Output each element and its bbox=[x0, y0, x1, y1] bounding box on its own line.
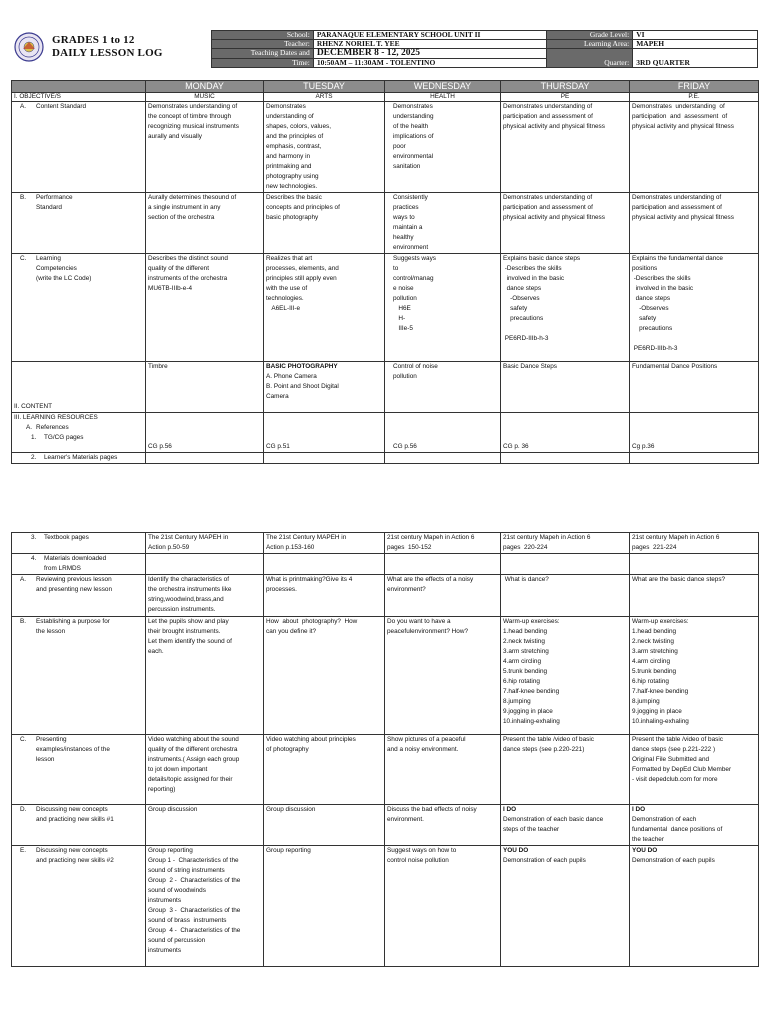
cell-friday: Demonstration of each fundamental dance positions of the teacher bbox=[632, 816, 723, 843]
teacher-value: RHENZ NORIEL T. YEE bbox=[313, 40, 547, 49]
cell-tuesday: Demonstrates understanding of shapes, colors, values, and the principles of emphasis, contrast, and harmony in printmaking and photography using new technologies. bbox=[264, 102, 385, 193]
cell-monday: Group reporting Group 1 - Characteristics of the sound of string instruments Group 2 - Characteristics of the sound of woodwinds instruments Group 3 - Characteristics of the sound of brass instruments Group 4 - Characteristics of the sound of percussion instruments bbox=[146, 846, 264, 967]
row-label: Content Standard bbox=[36, 103, 87, 110]
cell-monday: Identify the characteristics of the orchestra instruments like string,woodwind,brass,and percussion instruments. bbox=[146, 575, 264, 617]
row-num: D. bbox=[20, 806, 27, 813]
school-label: School: bbox=[212, 31, 314, 40]
cell-wednesday: Control of noise pollution bbox=[385, 362, 501, 413]
cell-monday: The 21st Century MAPEH in Action p.50-59 bbox=[146, 533, 264, 554]
day-friday: FRIDAY bbox=[630, 81, 759, 93]
performance-standard-row bbox=[12, 193, 759, 254]
thursday-i-do: I DO bbox=[503, 806, 517, 813]
row-label: Establishing a purpose for the lesson bbox=[36, 618, 110, 635]
subject-row bbox=[12, 93, 759, 102]
cell-friday: Demonstrates understanding of participation and assessment of physical activity and physical fitness bbox=[630, 102, 759, 193]
time-value: 10:50AM – 11:30AM - TOLENTINO bbox=[313, 58, 547, 67]
cell-tuesday: A. Phone Camera B. Point and Shoot Digital Camera bbox=[266, 373, 339, 400]
row-num: C. bbox=[20, 736, 27, 743]
cell-friday: What are the basic dance steps? bbox=[630, 575, 759, 617]
cell-monday bbox=[146, 453, 264, 464]
cell-friday: Explains the fundamental dance positions -Describes the skills involved in the basic dance steps -Observes safety precautions PE6RD-IIIb-h-3 bbox=[630, 254, 759, 362]
row-num: C. bbox=[20, 255, 27, 262]
dates-label: Teaching Dates and bbox=[212, 49, 314, 58]
cell-tuesday bbox=[264, 554, 385, 575]
subject-thursday: PE bbox=[501, 93, 630, 102]
row-label: Performance Standard bbox=[36, 194, 73, 211]
dates-value: DECEMBER 8 - 12, 2025 bbox=[313, 49, 547, 58]
row-label: Discussing new concepts and practicing new skills #1 bbox=[36, 806, 114, 823]
cell-thursday: 21st century Mapeh in Action 6 pages 220-224 bbox=[501, 533, 630, 554]
objectives-label: I. OBJECTIVE/S bbox=[12, 93, 146, 102]
cell-wednesday: Discuss the bad effects of noisy environment. bbox=[385, 805, 501, 846]
subject-wednesday: HEALTH bbox=[385, 93, 501, 102]
cell-friday bbox=[630, 453, 759, 464]
subject-monday: MUSIC bbox=[146, 93, 264, 102]
friday-you-do: YOU DO bbox=[632, 847, 658, 854]
subject-tuesday: ARTS bbox=[264, 93, 385, 102]
cell-monday: CG p.56 bbox=[146, 413, 264, 453]
cell-tuesday-title: BASIC PHOTOGRAPHY bbox=[266, 363, 338, 370]
document-title bbox=[52, 34, 163, 60]
day-tuesday: TUESDAY bbox=[264, 81, 385, 93]
cell-tuesday: Group discussion bbox=[264, 805, 385, 846]
resources-row bbox=[12, 413, 759, 453]
area-label: Learning Area: bbox=[547, 40, 633, 49]
cell-monday bbox=[146, 554, 264, 575]
lm-num: 2. bbox=[31, 454, 37, 461]
cell-thursday: Basic Dance Steps bbox=[501, 362, 630, 413]
day-thursday: THURSDAY bbox=[501, 81, 630, 93]
cell-wednesday: 21st century Mapeh in Action 6 pages 150-152 bbox=[385, 533, 501, 554]
cell-monday: Group discussion bbox=[146, 805, 264, 846]
cell-thursday: CG p. 36 bbox=[501, 413, 630, 453]
cell-friday bbox=[630, 554, 759, 575]
day-wednesday: WEDNESDAY bbox=[385, 81, 501, 93]
cell-wednesday: Consistently practices ways to maintain a healthy environment bbox=[385, 193, 501, 254]
row-label: Presenting examples/instances of the lesson bbox=[36, 736, 110, 763]
time-label: Time: bbox=[212, 58, 314, 67]
learning-competencies-row bbox=[12, 254, 759, 362]
row-num: B. bbox=[20, 194, 27, 201]
cell-monday: Let the pupils show and play their brought instruments. Let them identify the sound of each. bbox=[146, 617, 264, 735]
row-label: Learning Competencies (write the LC Code) bbox=[36, 255, 92, 282]
cell-tuesday: The 21st Century MAPEH in Action p.153-160 bbox=[264, 533, 385, 554]
cell-thursday: Demonstration of each basic dance steps of the teacher bbox=[503, 816, 604, 833]
deped-seal-icon bbox=[14, 32, 44, 62]
cell-thursday: Explains basic dance steps -Describes the skills involved in the basic dance steps -Observes safety precautions PE6RD-IIIb-h-3 bbox=[501, 254, 630, 362]
friday-i-do: I DO bbox=[632, 806, 646, 813]
day-header-blank bbox=[12, 81, 146, 93]
content-standard-row bbox=[12, 102, 759, 193]
cell-thursday bbox=[501, 453, 630, 464]
learners-materials-row bbox=[12, 453, 759, 464]
area-value: MAPEH bbox=[633, 40, 758, 49]
cell-wednesday: What are the effects of a noisy environment? bbox=[385, 575, 501, 617]
subject-friday: P.E. bbox=[630, 93, 759, 102]
school-value: PARANAQUE ELEMENTARY SCHOOL UNIT II bbox=[313, 31, 547, 40]
cell-thursday: Demonstrates understanding of participation and assessment of physical activity and physical fitness bbox=[501, 193, 630, 254]
cell-wednesday: Show pictures of a peaceful and a noisy environment. bbox=[385, 735, 501, 805]
cell-thursday: Present the table /video of basic dance steps (see p.220-221) bbox=[501, 735, 630, 805]
row-num: A. bbox=[20, 576, 27, 583]
day-monday: MONDAY bbox=[146, 81, 264, 93]
row-num: 4. bbox=[31, 555, 37, 562]
references-num: A. bbox=[26, 424, 33, 431]
row-label: Textbook pages bbox=[44, 534, 89, 541]
quarter-value: 3RD QUARTER bbox=[633, 49, 758, 67]
cell-wednesday bbox=[385, 453, 501, 464]
title-daily-lesson-log: DAILY LESSON LOG bbox=[52, 47, 163, 59]
cell-thursday: Warm-up exercises: 1.head bending 2.neck twisting 3.arm stretching 4.arm circling 5.trunk bending 6.hip rotating 7.half-knee bending 8.jumping 9.jogging in place 10.inhaling-exhaling bbox=[501, 617, 630, 735]
cell-tuesday: How about photography? How can you define it? bbox=[264, 617, 385, 735]
row-label: Discussing new concepts and practicing new skills #2 bbox=[36, 847, 114, 864]
cell-thursday: What is dance? bbox=[501, 575, 630, 617]
tg-label: TG/CG pages bbox=[44, 434, 84, 441]
cell-thursday: Demonstrates understanding of participation and assessment of physical activity and physical fitness bbox=[501, 102, 630, 193]
teacher-label: Teacher: bbox=[212, 40, 314, 49]
thursday-you-do: YOU DO bbox=[503, 847, 529, 854]
cell-thursday: Demonstration of each pupils bbox=[503, 857, 586, 864]
reviewing-row bbox=[12, 575, 759, 617]
purpose-row bbox=[12, 617, 759, 735]
row-label: Materials downloaded from LRMDS bbox=[44, 555, 107, 572]
cell-monday: Describes the distinct sound quality of the different instruments of the orchestra MU6TB-IIIb-e-4 bbox=[146, 254, 264, 362]
cell-tuesday: Video watching about principles of photography bbox=[264, 735, 385, 805]
references-label: References bbox=[36, 424, 69, 431]
cell-tuesday: Realizes that art processes, elements, and principles still apply even with the use of technologies. A6EL-III-e bbox=[264, 254, 385, 362]
presenting-row bbox=[12, 735, 759, 805]
cell-wednesday: CG p.56 bbox=[385, 413, 501, 453]
row-num: E. bbox=[20, 847, 27, 854]
cell-friday: Warm-up exercises: 1.head bending 2.neck twisting 3.arm stretching 4.arm circling 5.trunk bending 6.hip rotating 7.half-knee bending 8.jumping 9.jogging in place 10.inhaling-exhaling bbox=[630, 617, 759, 735]
cell-friday: Present the table /video of basic dance steps (see p.221-222 ) Original File Submitted and Formatted by DepEd Club Member - visit depedclub.com for more bbox=[630, 735, 759, 805]
grade-label: Grade Level: bbox=[547, 31, 633, 40]
cell-friday: Demonstrates understanding of participation and assessment of physical activity and physical fitness bbox=[630, 193, 759, 254]
discussing1-row bbox=[12, 805, 759, 846]
cell-friday: Demonstration of each pupils bbox=[632, 857, 715, 864]
row-num: A. bbox=[20, 103, 27, 110]
content-label: II. CONTENT bbox=[12, 362, 146, 413]
cell-tuesday: CG p.51 bbox=[264, 413, 385, 453]
cell-tuesday: Describes the basic concepts and principles of basic photography bbox=[264, 193, 385, 254]
cell-monday: Demonstrates understanding of the concept of timbre through recognizing musical instruments aurally and visually bbox=[146, 102, 264, 193]
cell-wednesday: Suggest ways on how to control noise pollution bbox=[385, 846, 501, 967]
cell-thursday bbox=[501, 554, 630, 575]
cell-friday: Cg p.36 bbox=[630, 413, 759, 453]
title-grades: GRADES 1 to 12 bbox=[52, 34, 135, 46]
lesson-table-page1 bbox=[11, 80, 759, 464]
grade-value: VI bbox=[633, 31, 758, 40]
cell-wednesday: Suggests ways to control/manag e noise pollution H6E H- IIIe-5 bbox=[385, 254, 501, 362]
discussing2-row bbox=[12, 846, 759, 967]
lesson-table-page2 bbox=[11, 532, 759, 967]
cell-tuesday: What is printmaking?Give its 4 processes. bbox=[264, 575, 385, 617]
content-row bbox=[12, 362, 759, 413]
cell-friday: Fundamental Dance Positions bbox=[630, 362, 759, 413]
cell-monday: Timbre bbox=[146, 362, 264, 413]
cell-tuesday bbox=[264, 453, 385, 464]
tg-num: 1. bbox=[31, 434, 37, 441]
row-label: Reviewing previous lesson and presenting new lesson bbox=[36, 576, 113, 593]
cell-wednesday bbox=[385, 554, 501, 575]
day-header-row bbox=[12, 81, 759, 93]
row-num: 3. bbox=[31, 534, 37, 541]
cell-tuesday: Group reporting bbox=[264, 846, 385, 967]
cell-wednesday: Demonstrates understanding of the health implications of poor environmental sanitation bbox=[385, 102, 501, 193]
quarter-label: Quarter: bbox=[547, 49, 633, 67]
header-info-table bbox=[211, 30, 758, 68]
cell-monday: Aurally determines thesound of a single instrument in any section of the orchestra bbox=[146, 193, 264, 254]
cell-friday: 21st century Mapeh in Action 6 pages 221-224 bbox=[630, 533, 759, 554]
row-num: B. bbox=[20, 618, 27, 625]
cell-wednesday: Do you want to have a peacefulenvironment? How? bbox=[385, 617, 501, 735]
lm-label: Learner's Materials pages bbox=[44, 454, 118, 461]
cell-monday: Video watching about the sound quality of the different orchestra instruments.( Assign each group to jot down important details/topic assigned for their reporting) bbox=[146, 735, 264, 805]
resources-label: III. LEARNING RESOURCES bbox=[14, 414, 98, 421]
lrmds-row bbox=[12, 554, 759, 575]
textbook-row bbox=[12, 533, 759, 554]
